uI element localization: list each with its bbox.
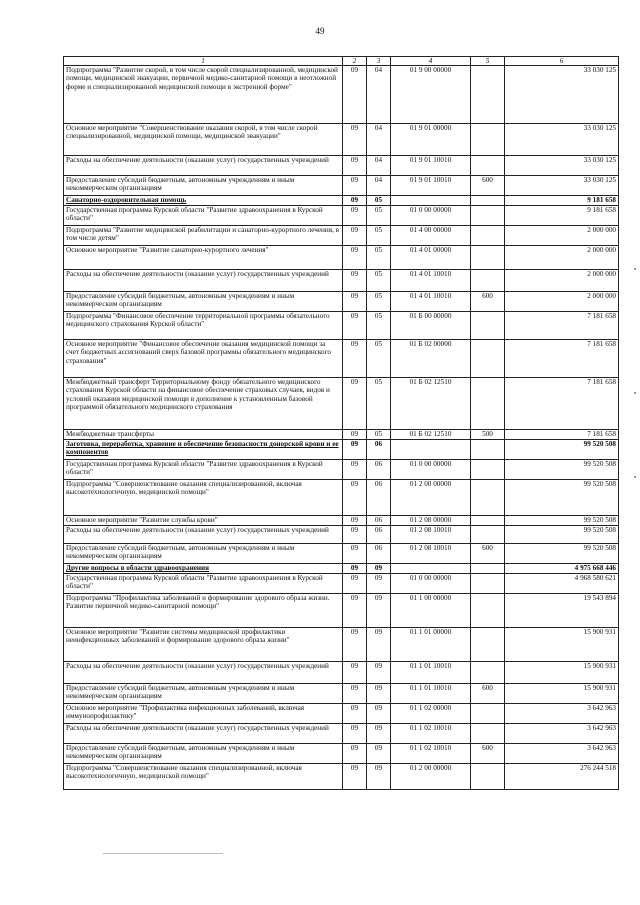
row-amount: 99 520 508 bbox=[505, 526, 619, 544]
table-row bbox=[64, 124, 619, 156]
scan-line bbox=[103, 853, 223, 854]
row-target-code: 01 1 01 10010 bbox=[391, 662, 471, 684]
row-target-code: 01 4 01 10010 bbox=[391, 270, 471, 292]
table-row bbox=[64, 564, 619, 574]
row-target-code: 01 0 00 00000 bbox=[391, 574, 471, 594]
row-amount: 33 030 125 bbox=[505, 66, 619, 124]
row-subsection: 05 bbox=[367, 226, 391, 246]
row-section: 09 bbox=[343, 480, 367, 516]
row-name: Предоставление субсидий бюджетным, автономным учреждениям и иным некоммерческим организациям bbox=[64, 744, 343, 764]
row-subsection: 09 bbox=[367, 628, 391, 662]
row-amount: 15 900 931 bbox=[505, 684, 619, 704]
table-row bbox=[64, 662, 619, 684]
row-name: Предоставление субсидий бюджетным, автономным учреждениям и иным некоммерческим организациям bbox=[64, 292, 343, 312]
row-section: 09 bbox=[343, 378, 367, 430]
row-section: 09 bbox=[343, 544, 367, 564]
row-expense-type bbox=[471, 206, 505, 226]
row-expense-type bbox=[471, 440, 505, 460]
table-row bbox=[64, 544, 619, 564]
row-section: 09 bbox=[343, 430, 367, 440]
row-subsection: 09 bbox=[367, 662, 391, 684]
row-name: Государственная программа Курской области "Развитие здравоохранения в Курской области" bbox=[64, 206, 343, 226]
table-row bbox=[64, 66, 619, 124]
row-section: 09 bbox=[343, 156, 367, 176]
row-subsection: 09 bbox=[367, 744, 391, 764]
row-expense-type bbox=[471, 270, 505, 292]
table-row bbox=[64, 594, 619, 628]
row-expense-type bbox=[471, 724, 505, 744]
row-expense-type bbox=[471, 480, 505, 516]
table-row bbox=[64, 574, 619, 594]
row-name: Санаторно-оздоровительная помощь bbox=[64, 196, 343, 206]
row-section: 09 bbox=[343, 312, 367, 340]
row-name: Расходы на обеспечение деятельности (оказание услуг) государственных учреждений bbox=[64, 724, 343, 744]
row-amount: 33 030 125 bbox=[505, 156, 619, 176]
row-target-code: 01 9 01 10010 bbox=[391, 176, 471, 196]
row-amount: 3 642 963 bbox=[505, 724, 619, 744]
table-row bbox=[64, 440, 619, 460]
row-target-code: 01 2 00 00000 bbox=[391, 480, 471, 516]
row-name: Государственная программа Курской области "Развитие здравоохранения в Курской области" bbox=[64, 574, 343, 594]
row-name: Расходы на обеспечение деятельности (оказание услуг) государственных учреждений bbox=[64, 662, 343, 684]
row-subsection: 09 bbox=[367, 724, 391, 744]
row-name: Заготовка, переработка, хранение и обеспечение безопасности донорской крови и ее компонентов bbox=[64, 440, 343, 460]
row-amount: 2 000 000 bbox=[505, 226, 619, 246]
row-amount: 9 181 658 bbox=[505, 206, 619, 226]
row-target-code bbox=[391, 440, 471, 460]
budget-table bbox=[63, 56, 619, 790]
table-row bbox=[64, 526, 619, 544]
table-row bbox=[64, 460, 619, 480]
row-expense-type bbox=[471, 460, 505, 480]
row-subsection: 06 bbox=[367, 544, 391, 564]
row-amount: 4 975 668 446 bbox=[505, 564, 619, 574]
table-row bbox=[64, 516, 619, 526]
row-subsection: 05 bbox=[367, 270, 391, 292]
row-subsection: 05 bbox=[367, 292, 391, 312]
row-target-code: 01 1 02 00000 bbox=[391, 704, 471, 724]
row-section: 09 bbox=[343, 270, 367, 292]
row-subsection: 06 bbox=[367, 526, 391, 544]
row-section: 09 bbox=[343, 704, 367, 724]
row-name: Основное мероприятие "Развитие службы крови" bbox=[64, 516, 343, 526]
row-section: 09 bbox=[343, 684, 367, 704]
row-subsection: 05 bbox=[367, 246, 391, 270]
table-row bbox=[64, 246, 619, 270]
row-expense-type: 600 bbox=[471, 292, 505, 312]
row-expense-type bbox=[471, 66, 505, 124]
row-expense-type: 500 bbox=[471, 430, 505, 440]
row-amount: 4 968 580 621 bbox=[505, 574, 619, 594]
header-col-6: 6 bbox=[505, 57, 619, 66]
row-name: Межбюджетный трансферт Территориальному фонду обязательного медицинского страхования Курской области на финансовое обеспечение страховых случаев, видов и условий оказания медицинской помощи в дополнение к установленным базовой программой обязательного медицинского страхования bbox=[64, 378, 343, 430]
row-target-code: 01 Б 02 00000 bbox=[391, 340, 471, 378]
row-subsection: 06 bbox=[367, 460, 391, 480]
row-section: 09 bbox=[343, 764, 367, 790]
row-section: 09 bbox=[343, 196, 367, 206]
row-amount: 7 181 658 bbox=[505, 430, 619, 440]
row-subsection: 09 bbox=[367, 764, 391, 790]
row-target-code: 01 0 00 00000 bbox=[391, 460, 471, 480]
row-name: Основное мероприятие "Финансовое обеспечение оказания медицинской помощи за счет бюджетных ассигнований сверх базовой программы обязательного медицинского страхования" bbox=[64, 340, 343, 378]
table-row bbox=[64, 156, 619, 176]
row-section: 09 bbox=[343, 206, 367, 226]
row-target-code: 01 4 01 10010 bbox=[391, 292, 471, 312]
row-subsection: 06 bbox=[367, 440, 391, 460]
row-expense-type bbox=[471, 378, 505, 430]
row-target-code bbox=[391, 564, 471, 574]
row-target-code: 01 9 01 00000 bbox=[391, 124, 471, 156]
row-subsection: 05 bbox=[367, 378, 391, 430]
row-subsection: 05 bbox=[367, 430, 391, 440]
row-subsection: 05 bbox=[367, 206, 391, 226]
row-amount: 15 900 931 bbox=[505, 628, 619, 662]
table-row bbox=[64, 176, 619, 196]
row-name: Основное мероприятие "Развитие санаторно-курортного лечения" bbox=[64, 246, 343, 270]
row-name: Подпрограмма "Совершенствование оказания специализированной, включая высокотехнологичную, медицинской помощи" bbox=[64, 764, 343, 790]
row-expense-type: 600 bbox=[471, 176, 505, 196]
row-subsection: 05 bbox=[367, 340, 391, 378]
table-row bbox=[64, 206, 619, 226]
table-row bbox=[64, 378, 619, 430]
row-name: Подпрограмма "Профилактика заболеваний и формирование здорового образа жизни. Развитие первичной медико-санитарной помощи" bbox=[64, 594, 343, 628]
table-row bbox=[64, 312, 619, 340]
row-target-code: 01 4 01 00000 bbox=[391, 246, 471, 270]
row-expense-type bbox=[471, 594, 505, 628]
row-section: 09 bbox=[343, 724, 367, 744]
table-row bbox=[64, 764, 619, 790]
row-target-code bbox=[391, 196, 471, 206]
row-name: Основное мероприятие "Профилактика инфекционных заболеваний, включая иммунопрофилактику" bbox=[64, 704, 343, 724]
row-name: Подпрограмма "Развитие скорой, в том числе скорой специализированной, медицинской помощи, медицинской эвакуации, первичной медико-санитарной помощи в неотложной форме и специализированной медицинской помощи в экстренной форме" bbox=[64, 66, 343, 124]
table-row bbox=[64, 292, 619, 312]
row-amount: 7 181 658 bbox=[505, 312, 619, 340]
row-expense-type bbox=[471, 764, 505, 790]
row-subsection: 04 bbox=[367, 156, 391, 176]
row-expense-type bbox=[471, 340, 505, 378]
row-target-code: 01 1 01 00000 bbox=[391, 628, 471, 662]
row-subsection: 04 bbox=[367, 124, 391, 156]
scan-mark bbox=[634, 476, 636, 478]
row-section: 09 bbox=[343, 526, 367, 544]
row-name: Основное мероприятие "Совершенствование оказания скорой, в том числе скорой специализированной, медицинской помощи, медицинской эвакуации" bbox=[64, 124, 343, 156]
row-name: Другие вопросы в области здравоохранения bbox=[64, 564, 343, 574]
table-row bbox=[64, 270, 619, 292]
row-expense-type bbox=[471, 226, 505, 246]
row-section: 09 bbox=[343, 176, 367, 196]
row-expense-type bbox=[471, 156, 505, 176]
row-target-code: 01 4 00 00000 bbox=[391, 226, 471, 246]
row-expense-type bbox=[471, 516, 505, 526]
table-row bbox=[64, 744, 619, 764]
row-target-code: 01 Б 00 00000 bbox=[391, 312, 471, 340]
row-name: Основное мероприятие "Развитие системы медицинской профилактики неинфекционных заболеваний и формирование здорового образа жизни" bbox=[64, 628, 343, 662]
table-row bbox=[64, 196, 619, 206]
row-target-code: 01 1 00 00000 bbox=[391, 594, 471, 628]
row-section: 09 bbox=[343, 628, 367, 662]
row-expense-type: 600 bbox=[471, 684, 505, 704]
row-section: 09 bbox=[343, 246, 367, 270]
row-subsection: 04 bbox=[367, 176, 391, 196]
row-expense-type bbox=[471, 246, 505, 270]
header-row bbox=[64, 57, 619, 66]
row-expense-type bbox=[471, 526, 505, 544]
row-amount: 19 543 894 bbox=[505, 594, 619, 628]
row-amount: 99 520 508 bbox=[505, 460, 619, 480]
row-target-code: 01 9 01 10010 bbox=[391, 156, 471, 176]
row-expense-type bbox=[471, 564, 505, 574]
table-row bbox=[64, 724, 619, 744]
row-section: 09 bbox=[343, 66, 367, 124]
row-name: Предоставление субсидий бюджетным, автономным учреждениям и иным некоммерческим организациям bbox=[64, 544, 343, 564]
row-target-code: 01 1 01 10010 bbox=[391, 684, 471, 704]
row-amount: 7 181 658 bbox=[505, 340, 619, 378]
table-row bbox=[64, 684, 619, 704]
row-subsection: 06 bbox=[367, 480, 391, 516]
row-name: Межбюджетные трансферты bbox=[64, 430, 343, 440]
row-expense-type: 600 bbox=[471, 744, 505, 764]
row-subsection: 06 bbox=[367, 516, 391, 526]
row-target-code: 01 Б 02 12510 bbox=[391, 378, 471, 430]
row-amount: 99 520 508 bbox=[505, 544, 619, 564]
row-target-code: 01 2 08 10010 bbox=[391, 544, 471, 564]
scan-mark bbox=[634, 268, 636, 270]
row-subsection: 09 bbox=[367, 564, 391, 574]
row-amount: 2 000 000 bbox=[505, 270, 619, 292]
row-section: 09 bbox=[343, 516, 367, 526]
row-expense-type bbox=[471, 196, 505, 206]
row-subsection: 05 bbox=[367, 312, 391, 340]
row-name: Предоставление субсидий бюджетным, автономным учреждениям и иным некоммерческим организациям bbox=[64, 684, 343, 704]
row-expense-type bbox=[471, 628, 505, 662]
row-target-code: 01 9 00 00000 bbox=[391, 66, 471, 124]
row-section: 09 bbox=[343, 564, 367, 574]
table-row bbox=[64, 704, 619, 724]
row-section: 09 bbox=[343, 744, 367, 764]
row-section: 09 bbox=[343, 460, 367, 480]
row-amount: 99 520 508 bbox=[505, 516, 619, 526]
row-expense-type bbox=[471, 704, 505, 724]
row-name: Расходы на обеспечение деятельности (оказание услуг) государственных учреждений bbox=[64, 526, 343, 544]
row-amount: 9 181 658 bbox=[505, 196, 619, 206]
row-section: 09 bbox=[343, 440, 367, 460]
row-subsection: 05 bbox=[367, 196, 391, 206]
table-row bbox=[64, 628, 619, 662]
header-col-5: 5 bbox=[471, 57, 505, 66]
header-col-4: 4 bbox=[391, 57, 471, 66]
table-row bbox=[64, 226, 619, 246]
row-name: Подпрограмма "Развитие медицинской реабилитации и санаторно-курортного лечения, в том числе детям" bbox=[64, 226, 343, 246]
table-row bbox=[64, 340, 619, 378]
row-expense-type bbox=[471, 662, 505, 684]
row-amount: 99 520 508 bbox=[505, 480, 619, 516]
row-subsection: 04 bbox=[367, 66, 391, 124]
row-amount: 15 900 931 bbox=[505, 662, 619, 684]
row-subsection: 09 bbox=[367, 574, 391, 594]
row-target-code: 01 2 08 00000 bbox=[391, 516, 471, 526]
row-expense-type bbox=[471, 312, 505, 340]
row-amount: 33 030 125 bbox=[505, 124, 619, 156]
row-name: Расходы на обеспечение деятельности (оказание услуг) государственных учреждений bbox=[64, 156, 343, 176]
row-name: Подпрограмма "Совершенствование оказания специализированной, включая высокотехнологичную, медицинской помощи" bbox=[64, 480, 343, 516]
row-subsection: 09 bbox=[367, 704, 391, 724]
header-col-3: 3 bbox=[367, 57, 391, 66]
scan-mark bbox=[634, 392, 636, 394]
row-expense-type bbox=[471, 124, 505, 156]
row-expense-type: 600 bbox=[471, 544, 505, 564]
row-amount: 276 244 518 bbox=[505, 764, 619, 790]
row-amount: 2 000 000 bbox=[505, 246, 619, 270]
row-section: 09 bbox=[343, 662, 367, 684]
table-body bbox=[64, 66, 619, 790]
row-expense-type bbox=[471, 574, 505, 594]
table-row bbox=[64, 480, 619, 516]
row-amount: 2 000 000 bbox=[505, 292, 619, 312]
page-number: 49 bbox=[315, 26, 325, 36]
row-section: 09 bbox=[343, 292, 367, 312]
row-section: 09 bbox=[343, 574, 367, 594]
table-row bbox=[64, 430, 619, 440]
header-col-2: 2 bbox=[343, 57, 367, 66]
row-amount: 3 642 963 bbox=[505, 744, 619, 764]
row-section: 09 bbox=[343, 340, 367, 378]
row-subsection: 09 bbox=[367, 594, 391, 628]
row-section: 09 bbox=[343, 124, 367, 156]
row-target-code: 01 1 02 10010 bbox=[391, 744, 471, 764]
row-subsection: 09 bbox=[367, 684, 391, 704]
row-name: Предоставление субсидий бюджетным, автономным учреждениям и иным некоммерческим организациям bbox=[64, 176, 343, 196]
row-target-code: 01 1 02 10010 bbox=[391, 724, 471, 744]
row-amount: 33 030 125 bbox=[505, 176, 619, 196]
row-amount: 99 520 508 bbox=[505, 440, 619, 460]
row-name: Государственная программа Курской области "Развитие здравоохранения в Курской области" bbox=[64, 460, 343, 480]
row-target-code: 01 2 08 10010 bbox=[391, 526, 471, 544]
row-amount: 7 181 658 bbox=[505, 378, 619, 430]
row-target-code: 01 2 00 00000 bbox=[391, 764, 471, 790]
row-section: 09 bbox=[343, 226, 367, 246]
row-target-code: 01 0 00 00000 bbox=[391, 206, 471, 226]
row-amount: 3 642 963 bbox=[505, 704, 619, 724]
row-name: Подпрограмма "Финансовое обеспечение территориальной программы обязательного медицинского страхования Курской области" bbox=[64, 312, 343, 340]
row-section: 09 bbox=[343, 594, 367, 628]
header-col-1: 1 bbox=[64, 57, 343, 66]
row-name: Расходы на обеспечение деятельности (оказание услуг) государственных учреждений bbox=[64, 270, 343, 292]
row-target-code: 01 Б 02 12510 bbox=[391, 430, 471, 440]
